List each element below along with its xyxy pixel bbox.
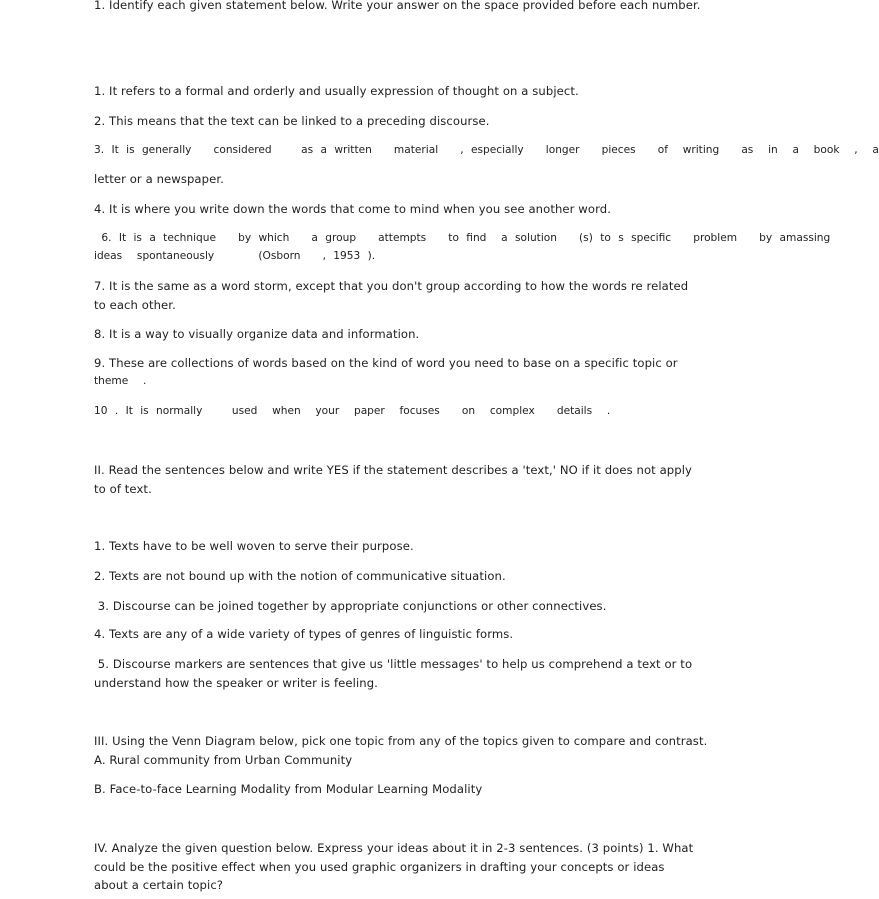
section1-item-3-continued: letter or a newspaper. [94, 172, 224, 186]
section1-item-6-continued: ideas spontaneously (Osborn , 1953 ). [94, 250, 376, 262]
section4-instruction: IV. Analyze the given question below. Express your ideas about it in 2-3 sentences. (3 points) 1. What could be the positive effect when you used graphic organizers in drafting your concepts or ideas about a certain topic? [94, 841, 694, 892]
section1-item-3: 3. It is generally considered as a written material , especially longer pieces of writing as in a book , a [94, 144, 879, 156]
section1-item-2: 2. This means that the text can be linked to a preceding discourse. [94, 114, 490, 128]
section1-item-10: 10 . It is normally used when your paper focuses on complex details . [94, 405, 611, 417]
section1-item-9: 9. These are collections of words based on the kind of word you need to base on a specific topic or [94, 356, 678, 370]
section1-instruction: 1. Identify each given statement below. Write your answer on the space provided before each number. [94, 0, 701, 12]
section2-item-3: 3. Discourse can be joined together by appropriate conjunctions or other connectives. [94, 599, 607, 613]
section2-item-4: 4. Texts are any of a wide variety of types of genres of linguistic forms. [94, 627, 514, 641]
section3-option-a: A. Rural community from Urban Community [94, 753, 353, 767]
section1-item-6: 6. It is a technique by which a group attempts to find a solution (s) to s specific problem by amassing [94, 232, 831, 244]
section2-item-5: 5. Discourse markers are sentences that give us 'little messages' to help us comprehend a text or to understand how the speaker or writer is feeling. [94, 657, 696, 690]
section2-item-2: 2. Texts are not bound up with the notion of communicative situation. [94, 569, 506, 583]
section1-item-4: 4. It is where you write down the words that come to mind when you see another word. [94, 202, 611, 216]
section3-option-b: B. Face-to-face Learning Modality from Modular Learning Modality [94, 782, 483, 796]
section1-item-7: 7. It is the same as a word storm, except that you don't group according to how the words re related to each other. [94, 279, 689, 312]
section2-item-1: 1. Texts have to be well woven to serve their purpose. [94, 539, 414, 553]
section3-instruction: III. Using the Venn Diagram below, pick one topic from any of the topics given to compare and contrast. [94, 734, 708, 748]
section2-instruction: II. Read the sentences below and write YES if the statement describes a 'text,' NO if it does not apply to of text. [94, 463, 692, 496]
section1-item-1: 1. It refers to a formal and orderly and usually expression of thought on a subject. [94, 84, 579, 98]
section1-item-9-continued: theme . [94, 375, 147, 387]
section1-item-8: 8. It is a way to visually organize data and information. [94, 327, 420, 341]
